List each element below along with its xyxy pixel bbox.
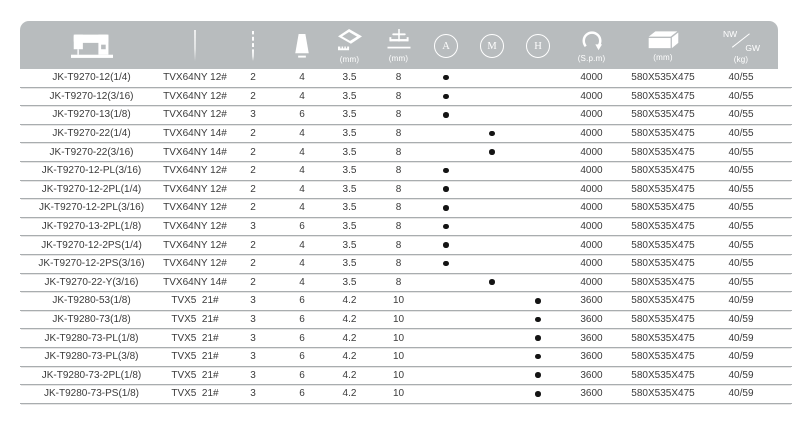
cell-needle-gauge: 4.2 — [342, 295, 357, 307]
unit-label: (S.p.m) — [577, 54, 606, 63]
cell-fabric-m — [469, 333, 515, 344]
cell-needle-count: 2 — [250, 128, 256, 140]
cell-fabric-m — [469, 109, 515, 120]
cell-foot-lift: 8 — [395, 109, 402, 121]
needle-dashed-icon — [249, 31, 257, 62]
cell-needle: TVX64NY 12# — [163, 109, 227, 121]
cell-model: JK-T9280-53(1/8) — [52, 295, 131, 307]
cell-weight: 40/55 — [728, 146, 754, 158]
table-row — [20, 162, 792, 181]
cell-fabric-m — [469, 388, 515, 399]
cell-speed: 4000 — [580, 239, 603, 251]
cell-needle-count: 3 — [250, 109, 256, 121]
cell-speed: 3600 — [580, 388, 603, 400]
cell-weight: 40/59 — [728, 369, 754, 381]
cell-needle: TVX5 21# — [171, 314, 219, 326]
cell-weight: 40/55 — [728, 202, 754, 214]
cell-fabric-m — [469, 128, 515, 139]
cell-speed: 4000 — [580, 221, 603, 233]
cell-needle-count: 3 — [250, 221, 256, 233]
cell-needle: TVX5 21# — [171, 295, 219, 307]
cell-needle-count: 2 — [250, 258, 256, 270]
cell-fabric-a — [423, 165, 469, 176]
cell-packing: 580X535X475 — [631, 276, 695, 288]
cell-speed: 3600 — [580, 369, 603, 381]
cell-fabric-h — [515, 240, 561, 251]
table-body — [20, 69, 792, 404]
cell-needle-count: 3 — [250, 295, 256, 307]
cell-needle-gauge: 3.5 — [342, 128, 357, 140]
cell-fabric-h — [515, 295, 561, 306]
cell-packing: 580X535X475 — [631, 128, 695, 140]
cell-foot-lift: 8 — [395, 183, 402, 195]
cell-speed: 3600 — [580, 332, 603, 344]
cell-fabric-m — [469, 351, 515, 362]
cell-speed: 4000 — [580, 258, 603, 270]
cell-needle-gauge: 3.5 — [342, 221, 357, 233]
carton-box-icon — [646, 30, 680, 51]
needle-icon — [191, 30, 199, 62]
cell-foot-lift: 8 — [395, 128, 402, 140]
cell-needle-count: 2 — [250, 165, 256, 177]
unit-label: (kg) — [733, 54, 749, 64]
cell-packing: 580X535X475 — [631, 239, 695, 251]
nw-gw-icon — [720, 29, 762, 53]
table-header — [20, 21, 778, 69]
cell-thread-count: 4 — [299, 258, 305, 270]
cell-thread-count: 4 — [299, 90, 305, 102]
cell-needle-gauge: 3.5 — [342, 72, 357, 84]
cell-foot-lift: 8 — [395, 258, 402, 270]
cell-weight: 40/55 — [728, 258, 754, 270]
cell-foot-lift: 8 — [395, 72, 402, 84]
cell-packing: 580X535X475 — [631, 221, 695, 233]
cell-fabric-m — [469, 277, 515, 288]
cell-needle-gauge: 4.2 — [342, 314, 357, 326]
cell-packing: 580X535X475 — [631, 183, 695, 195]
cell-weight: 40/59 — [728, 388, 754, 400]
cell-foot-lift: 8 — [395, 146, 402, 158]
cell-needle-gauge: 3.5 — [342, 146, 357, 158]
table-row — [20, 367, 792, 386]
nw-label: NW — [723, 28, 738, 39]
cell-model: JK-T9270-13-2PL(1/8) — [41, 221, 142, 233]
cell-thread-count: 6 — [299, 295, 305, 307]
fabric-m-dot — [489, 131, 495, 137]
cell-foot-lift: 8 — [395, 90, 402, 102]
cell-needle-count: 2 — [250, 276, 256, 288]
fabric-h-dot — [535, 354, 541, 360]
cell-needle-count: 3 — [250, 332, 256, 344]
cell-model: JK-T9270-22(1/4) — [52, 128, 131, 140]
fabric-h-dot — [535, 335, 541, 341]
cell-speed: 4000 — [580, 146, 603, 158]
table-row — [20, 69, 792, 88]
cell-packing: 580X535X475 — [631, 258, 695, 270]
cell-needle: TVX64NY 12# — [163, 258, 227, 270]
cell-model: JK-T9270-12-2PS(3/16) — [38, 258, 145, 270]
cell-needle-count: 2 — [250, 90, 256, 102]
col-fabric-a — [423, 21, 469, 69]
thread-cone-icon — [292, 33, 312, 60]
cell-fabric-m — [469, 258, 515, 269]
cell-weight: 40/55 — [728, 109, 754, 121]
cell-thread-count: 4 — [299, 239, 305, 251]
cell-weight: 40/55 — [728, 90, 754, 102]
cell-fabric-h — [515, 165, 561, 176]
cell-foot-lift: 10 — [392, 369, 405, 381]
fabric-m-dot — [489, 279, 495, 285]
cell-thread-count: 4 — [299, 202, 305, 214]
col-fabric-h — [515, 21, 561, 69]
unit-label: (mm) — [653, 53, 673, 62]
cell-fabric-h — [515, 314, 561, 325]
cell-weight: 40/55 — [728, 221, 754, 233]
cell-thread-count: 4 — [299, 146, 305, 158]
cell-fabric-a — [423, 333, 469, 344]
cell-needle: TVX5 21# — [171, 388, 219, 400]
cell-needle-count: 3 — [250, 351, 256, 363]
fabric-h-dot — [535, 391, 541, 397]
cell-thread-count: 6 — [299, 369, 305, 381]
cell-speed: 4000 — [580, 72, 603, 84]
fabric-a-dot — [443, 168, 449, 174]
cell-model: JK-T9270-12-PL(3/16) — [41, 165, 142, 177]
cell-fabric-h — [515, 258, 561, 269]
cell-model: JK-T9270-13(1/8) — [52, 109, 131, 121]
cell-fabric-m — [469, 147, 515, 158]
cell-foot-lift: 8 — [395, 239, 402, 251]
cell-foot-lift: 8 — [395, 165, 402, 177]
cell-packing: 580X535X475 — [631, 388, 695, 400]
cell-needle: TVX64NY 12# — [163, 72, 227, 84]
cell-speed: 3600 — [580, 351, 603, 363]
cell-thread-count: 4 — [299, 183, 305, 195]
cell-needle-gauge: 3.5 — [342, 239, 357, 251]
cell-needle: TVX64NY 14# — [163, 276, 227, 288]
table-row — [20, 255, 792, 274]
cell-packing: 580X535X475 — [631, 314, 695, 326]
cell-fabric-h — [515, 72, 561, 83]
table-row — [20, 311, 792, 330]
sewing-machine-icon — [71, 32, 113, 61]
cell-needle: TVX64NY 12# — [163, 165, 227, 177]
cell-fabric-m — [469, 221, 515, 232]
cell-weight: 40/59 — [728, 332, 754, 344]
cell-fabric-m — [469, 202, 515, 213]
cell-speed: 3600 — [580, 314, 603, 326]
cell-foot-lift: 10 — [392, 314, 405, 326]
cell-foot-lift: 8 — [395, 202, 402, 214]
cell-needle-count: 2 — [250, 239, 256, 251]
circle-a-icon: A — [434, 34, 458, 58]
cell-needle: TVX64NY 12# — [163, 202, 227, 214]
cell-needle-gauge: 3.5 — [342, 258, 357, 270]
fabric-m-dot — [489, 149, 495, 155]
cell-foot-lift: 10 — [392, 295, 405, 307]
cell-fabric-h — [515, 128, 561, 139]
unit-label: (mm) — [339, 54, 360, 64]
col-thread-count — [279, 21, 325, 69]
col-weight — [704, 21, 778, 69]
cell-weight: 40/55 — [728, 183, 754, 195]
col-packing — [622, 21, 704, 69]
cell-fabric-a — [423, 314, 469, 325]
cell-fabric-h — [515, 109, 561, 120]
cell-foot-lift: 8 — [395, 276, 402, 288]
cell-thread-count: 6 — [299, 332, 305, 344]
cell-speed: 3600 — [580, 295, 603, 307]
cell-fabric-h — [515, 91, 561, 102]
cell-fabric-a — [423, 147, 469, 158]
table-row — [20, 181, 792, 200]
cell-thread-count: 4 — [299, 276, 305, 288]
cell-needle-count: 2 — [250, 183, 256, 195]
col-needle-gauge — [325, 21, 374, 69]
table-row — [20, 348, 792, 367]
fabric-h-dot — [535, 372, 541, 378]
cell-needle-gauge: 3.5 — [342, 202, 357, 214]
cell-foot-lift: 10 — [392, 332, 405, 344]
cell-thread-count: 6 — [299, 221, 305, 233]
cell-fabric-m — [469, 314, 515, 325]
cell-thread-count: 6 — [299, 109, 305, 121]
cell-fabric-a — [423, 221, 469, 232]
col-needle — [163, 21, 227, 69]
presser-foot-icon — [386, 29, 412, 52]
cell-needle-gauge: 4.2 — [342, 351, 357, 363]
cell-needle-count: 3 — [250, 369, 256, 381]
cell-fabric-h — [515, 351, 561, 362]
fabric-h-dot — [535, 317, 541, 323]
cell-speed: 4000 — [580, 128, 603, 140]
cell-fabric-h — [515, 388, 561, 399]
cell-packing: 580X535X475 — [631, 369, 695, 381]
table-row — [20, 329, 792, 348]
cell-thread-count: 4 — [299, 128, 305, 140]
cell-fabric-h — [515, 370, 561, 381]
cell-needle: TVX64NY 12# — [163, 239, 227, 251]
cell-fabric-h — [515, 147, 561, 158]
cell-packing: 580X535X475 — [631, 90, 695, 102]
cell-needle: TVX64NY 12# — [163, 183, 227, 195]
cell-weight: 40/55 — [728, 276, 754, 288]
table-row — [20, 236, 792, 255]
table-row — [20, 199, 792, 218]
cell-needle: TVX5 21# — [171, 332, 219, 344]
table-row — [20, 218, 792, 237]
cell-fabric-h — [515, 221, 561, 232]
cell-needle: TVX5 21# — [171, 369, 219, 381]
cell-model: JK-T9280-73-PL(3/8) — [44, 351, 139, 363]
cell-thread-count: 6 — [299, 351, 305, 363]
cell-weight: 40/55 — [728, 165, 754, 177]
cell-packing: 580X535X475 — [631, 146, 695, 158]
cell-fabric-a — [423, 109, 469, 120]
cell-fabric-a — [423, 202, 469, 213]
cell-speed: 4000 — [580, 109, 603, 121]
fabric-a-dot — [443, 75, 449, 81]
cell-weight: 40/59 — [728, 295, 754, 307]
cell-model: JK-T9270-12-2PS(1/4) — [41, 239, 142, 251]
cell-needle-gauge: 4.2 — [342, 369, 357, 381]
cell-fabric-a — [423, 295, 469, 306]
cell-model: JK-T9280-73(1/8) — [52, 314, 131, 326]
cell-needle-count: 2 — [250, 202, 256, 214]
fabric-a-dot — [443, 242, 449, 248]
cell-model: JK-T9270-22(3/16) — [49, 146, 134, 158]
col-model — [20, 21, 163, 69]
cell-packing: 580X535X475 — [631, 332, 695, 344]
cell-model: JK-T9270-12-2PL(3/16) — [38, 202, 145, 214]
cell-foot-lift: 10 — [392, 351, 405, 363]
cell-model: JK-T9280-73-PS(1/8) — [43, 388, 140, 400]
cell-packing: 580X535X475 — [631, 351, 695, 363]
cell-fabric-m — [469, 72, 515, 83]
rotation-speed-icon — [579, 29, 605, 52]
cell-fabric-h — [515, 333, 561, 344]
cell-fabric-a — [423, 91, 469, 102]
table-row — [20, 274, 792, 293]
cell-thread-count: 6 — [299, 314, 305, 326]
table-row — [20, 143, 792, 162]
cell-model: JK-T9270-22-Y(3/16) — [44, 276, 139, 288]
cell-needle: TVX64NY 14# — [163, 128, 227, 140]
cell-weight: 40/59 — [728, 314, 754, 326]
table-row — [20, 385, 792, 404]
cell-needle-count: 3 — [250, 314, 256, 326]
cell-model: JK-T9270-12-2PL(1/4) — [41, 183, 142, 195]
col-needle-count — [227, 21, 279, 69]
cell-packing: 580X535X475 — [631, 165, 695, 177]
cell-fabric-a — [423, 388, 469, 399]
cell-needle-count: 2 — [250, 72, 256, 84]
cell-packing: 580X535X475 — [631, 295, 695, 307]
fabric-a-dot — [443, 112, 449, 118]
cell-fabric-m — [469, 370, 515, 381]
col-foot-lift — [374, 21, 423, 69]
cell-weight: 40/59 — [728, 351, 754, 363]
cell-packing: 580X535X475 — [631, 109, 695, 121]
cell-speed: 4000 — [580, 276, 603, 288]
cell-needle: TVX64NY 14# — [163, 146, 227, 158]
cell-needle-gauge: 3.5 — [342, 183, 357, 195]
cell-packing: 580X535X475 — [631, 202, 695, 214]
cell-needle-gauge: 4.2 — [342, 388, 357, 400]
cell-needle-count: 3 — [250, 388, 256, 400]
table-row — [20, 88, 792, 107]
fabric-a-dot — [443, 186, 449, 192]
cell-speed: 4000 — [580, 183, 603, 195]
cell-needle: TVX5 21# — [171, 351, 219, 363]
cell-foot-lift: 10 — [392, 388, 405, 400]
cell-needle-gauge: 3.5 — [342, 109, 357, 121]
cell-speed: 4000 — [580, 90, 603, 102]
cell-fabric-a — [423, 184, 469, 195]
cell-fabric-a — [423, 72, 469, 83]
cell-model: JK-T9270-12(1/4) — [52, 72, 131, 84]
cell-needle-gauge: 3.5 — [342, 165, 357, 177]
cell-needle-gauge: 4.2 — [342, 332, 357, 344]
table-row — [20, 125, 792, 144]
table-row — [20, 292, 792, 311]
cell-thread-count: 4 — [299, 165, 305, 177]
unit-label: (mm) — [388, 54, 409, 63]
cell-fabric-m — [469, 91, 515, 102]
cell-fabric-m — [469, 240, 515, 251]
fabric-a-dot — [443, 205, 449, 211]
cell-needle-gauge: 3.5 — [342, 90, 357, 102]
cell-fabric-a — [423, 258, 469, 269]
cell-fabric-h — [515, 184, 561, 195]
cell-fabric-a — [423, 277, 469, 288]
cell-fabric-h — [515, 202, 561, 213]
cell-fabric-m — [469, 295, 515, 306]
cell-fabric-a — [423, 370, 469, 381]
cell-speed: 4000 — [580, 202, 603, 214]
fabric-a-dot — [443, 224, 449, 230]
cell-needle-gauge: 3.5 — [342, 276, 357, 288]
cell-weight: 40/55 — [728, 72, 754, 84]
cell-fabric-m — [469, 165, 515, 176]
spec-table — [20, 21, 792, 404]
cell-fabric-m — [469, 184, 515, 195]
cell-speed: 4000 — [580, 165, 603, 177]
cell-needle-count: 2 — [250, 146, 256, 158]
cell-weight: 40/55 — [728, 128, 754, 140]
fabric-a-dot — [443, 261, 449, 267]
cell-fabric-a — [423, 351, 469, 362]
cell-needle: TVX64NY 12# — [163, 221, 227, 233]
cell-fabric-a — [423, 128, 469, 139]
gw-label: GW — [745, 42, 760, 53]
cell-needle: TVX64NY 12# — [163, 90, 227, 102]
cell-model: JK-T9280-73-2PL(1/8) — [41, 369, 142, 381]
cell-packing: 580X535X475 — [631, 72, 695, 84]
cell-foot-lift: 8 — [395, 221, 402, 233]
col-speed — [561, 21, 622, 69]
cell-model: JK-T9270-12(3/16) — [49, 90, 134, 102]
circle-m-icon: M — [480, 34, 504, 58]
cell-fabric-h — [515, 277, 561, 288]
col-fabric-m — [469, 21, 515, 69]
fabric-a-dot — [443, 94, 449, 100]
table-row — [20, 106, 792, 125]
cell-model: JK-T9280-73-PL(1/8) — [44, 332, 139, 344]
cell-thread-count: 6 — [299, 388, 305, 400]
cell-thread-count: 4 — [299, 72, 305, 84]
fabric-ruler-icon — [336, 29, 364, 53]
cell-fabric-a — [423, 240, 469, 251]
cell-weight: 40/55 — [728, 239, 754, 251]
fabric-h-dot — [535, 298, 541, 304]
circle-h-icon: H — [526, 34, 550, 58]
